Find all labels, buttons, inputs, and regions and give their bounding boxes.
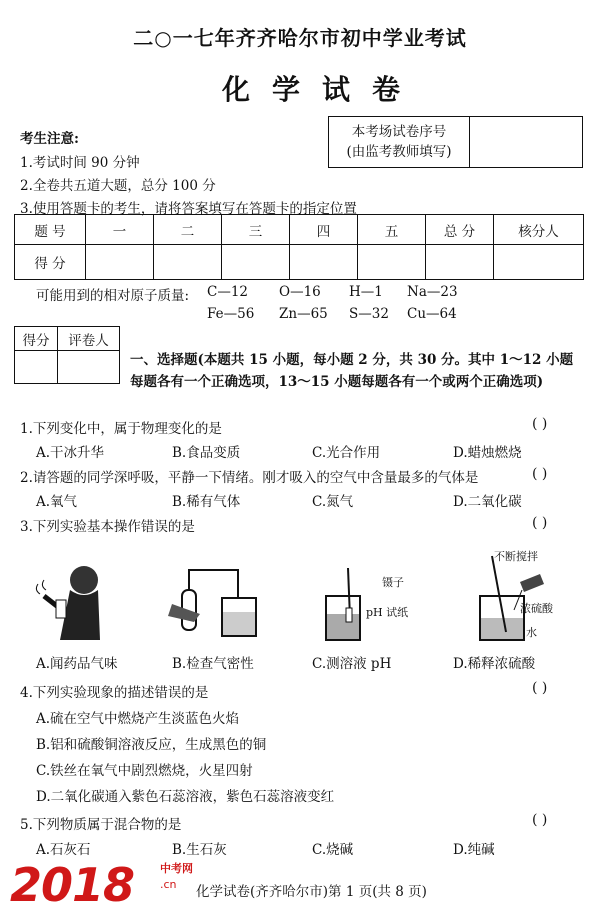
score-table [14,214,584,280]
grader-name-label: 评卷人 [58,327,120,351]
notice-item-2: 2.全卷共五道大题，总分 100 分 [20,178,216,194]
notice-item-3: 3.使用答题卡的考生，请将答案填写在答题卡的指定位置 [20,201,357,217]
watermark-year: 2018 [10,858,135,912]
option: D.稀释浓硫酸 [453,656,536,672]
figure-smell-icon [32,560,122,642]
option: A.石灰石 [36,842,91,858]
atomic-mass-value: C—12 [207,284,249,300]
figure-label-water: 水 [526,626,537,639]
atomic-mass-value: S—32 [349,306,389,322]
figure-label-acid: 浓硫酸 [520,602,553,615]
option: B.铝和硫酸铜溶液反应，生成黑色的铜 [36,737,267,753]
figure-airtight-icon [160,560,270,642]
score-cell[interactable] [154,245,222,280]
question-4-stem: 4.下列实验现象的描述错误的是 [20,685,209,701]
grader-name-cell[interactable] [58,351,120,384]
seat-number-input[interactable] [470,117,583,168]
score-table-header: 五 [358,215,426,245]
atomic-mass-label: 可能用到的相对原子质量: [36,288,190,304]
option: A.硫在空气中燃烧产生淡蓝色火焰 [36,711,240,727]
watermark-suffix: .cn [160,878,177,891]
option: C.烧碱 [312,842,354,858]
score-cell[interactable] [358,245,426,280]
option: A.氧气 [36,494,78,510]
section1-line1: 一、选择题(本题共 15 小题，每小题 2 分，共 30 分。其中 1～12 小题 [130,352,574,368]
score-cell[interactable] [426,245,494,280]
option: D.二氧化碳通入紫色石蕊溶液，紫色石蕊溶液变红 [36,789,335,805]
option: C.氮气 [312,494,354,510]
question-1-stem: 1.下列变化中，属于物理变化的是 [20,421,222,437]
atomic-mass-value: Fe—56 [207,306,255,322]
answer-paren[interactable]: ( ) [532,812,548,828]
option: D.二氧化碳 [453,494,522,510]
option: B.稀有气体 [172,494,241,510]
option: D.蜡烛燃烧 [453,445,522,461]
seat-label-line2: (由监考教师填写) [346,144,452,160]
score-table-header: 三 [222,215,290,245]
option: B.生石灰 [172,842,227,858]
question-2-stem: 2.请答题的同学深呼吸，平静一下情绪。刚才吸入的空气中含量最多的气体是 [20,470,479,486]
figure-label-stir: 不断搅拌 [494,550,538,563]
atomic-mass-value: H—1 [349,284,383,300]
watermark-logo [10,858,134,912]
grader-score-label: 得分 [15,327,58,351]
grader-box [14,326,120,384]
atomic-mass-value: O—16 [279,284,321,300]
score-table-header: 核分人 [494,215,584,245]
option: B.检查气密性 [172,656,254,672]
watermark-site: 中考网 [160,862,193,875]
answer-paren[interactable]: ( ) [532,680,548,696]
notice-item-1: 1.考试时间 90 分钟 [20,155,140,171]
answer-paren[interactable]: ( ) [532,515,548,531]
page-footer: 化学试卷(齐齐哈尔市)第 1 页(共 8 页) [196,884,427,900]
grader-score-cell[interactable] [15,351,58,384]
score-cell[interactable] [290,245,358,280]
score-table-header: 二 [154,215,222,245]
score-cell[interactable] [494,245,584,280]
score-table-header: 一 [86,215,154,245]
score-table-header: 题 号 [15,215,86,245]
score-cell[interactable] [86,245,154,280]
option: A.干冰升华 [36,445,105,461]
subject-title: 化学试卷 [221,73,422,106]
atomic-mass-value: Cu—64 [407,306,457,322]
notice-heading: 考生注意: [20,131,79,147]
score-cell[interactable] [222,245,290,280]
score-table-header: 四 [290,215,358,245]
option: A.闻药品气味 [36,656,118,672]
exam-title: 二○一七年齐齐哈尔市初中学业考试 [133,26,467,50]
option: C.铁丝在氧气中剧烈燃烧，火星四射 [36,763,253,779]
atomic-mass-value: Na—23 [407,284,458,300]
answer-paren[interactable]: ( ) [532,466,548,482]
option: C.测溶液 pH [312,656,392,672]
option: B.食品变质 [172,445,241,461]
score-row-label: 得 分 [15,245,86,280]
answer-paren[interactable]: ( ) [532,416,548,432]
question-3-stem: 3.下列实验基本操作错误的是 [20,519,195,535]
score-table-header: 总 分 [426,215,494,245]
seat-number-label [329,117,470,168]
figure-label-ph-paper: pH 试纸 [366,606,409,619]
seat-label-line1: 本考场试卷序号 [351,124,447,140]
question-5-stem: 5.下列物质属于混合物的是 [20,817,182,833]
figure-label-tweezers: 镊子 [382,576,404,589]
option: D.纯碱 [453,842,495,858]
option: C.光合作用 [312,445,381,461]
atomic-mass-value: Zn—65 [279,306,328,322]
seat-number-box [328,116,583,168]
section1-line2: 每题各有一个正确选项，13～15 小题每题各有一个或两个正确选项) [130,374,544,390]
